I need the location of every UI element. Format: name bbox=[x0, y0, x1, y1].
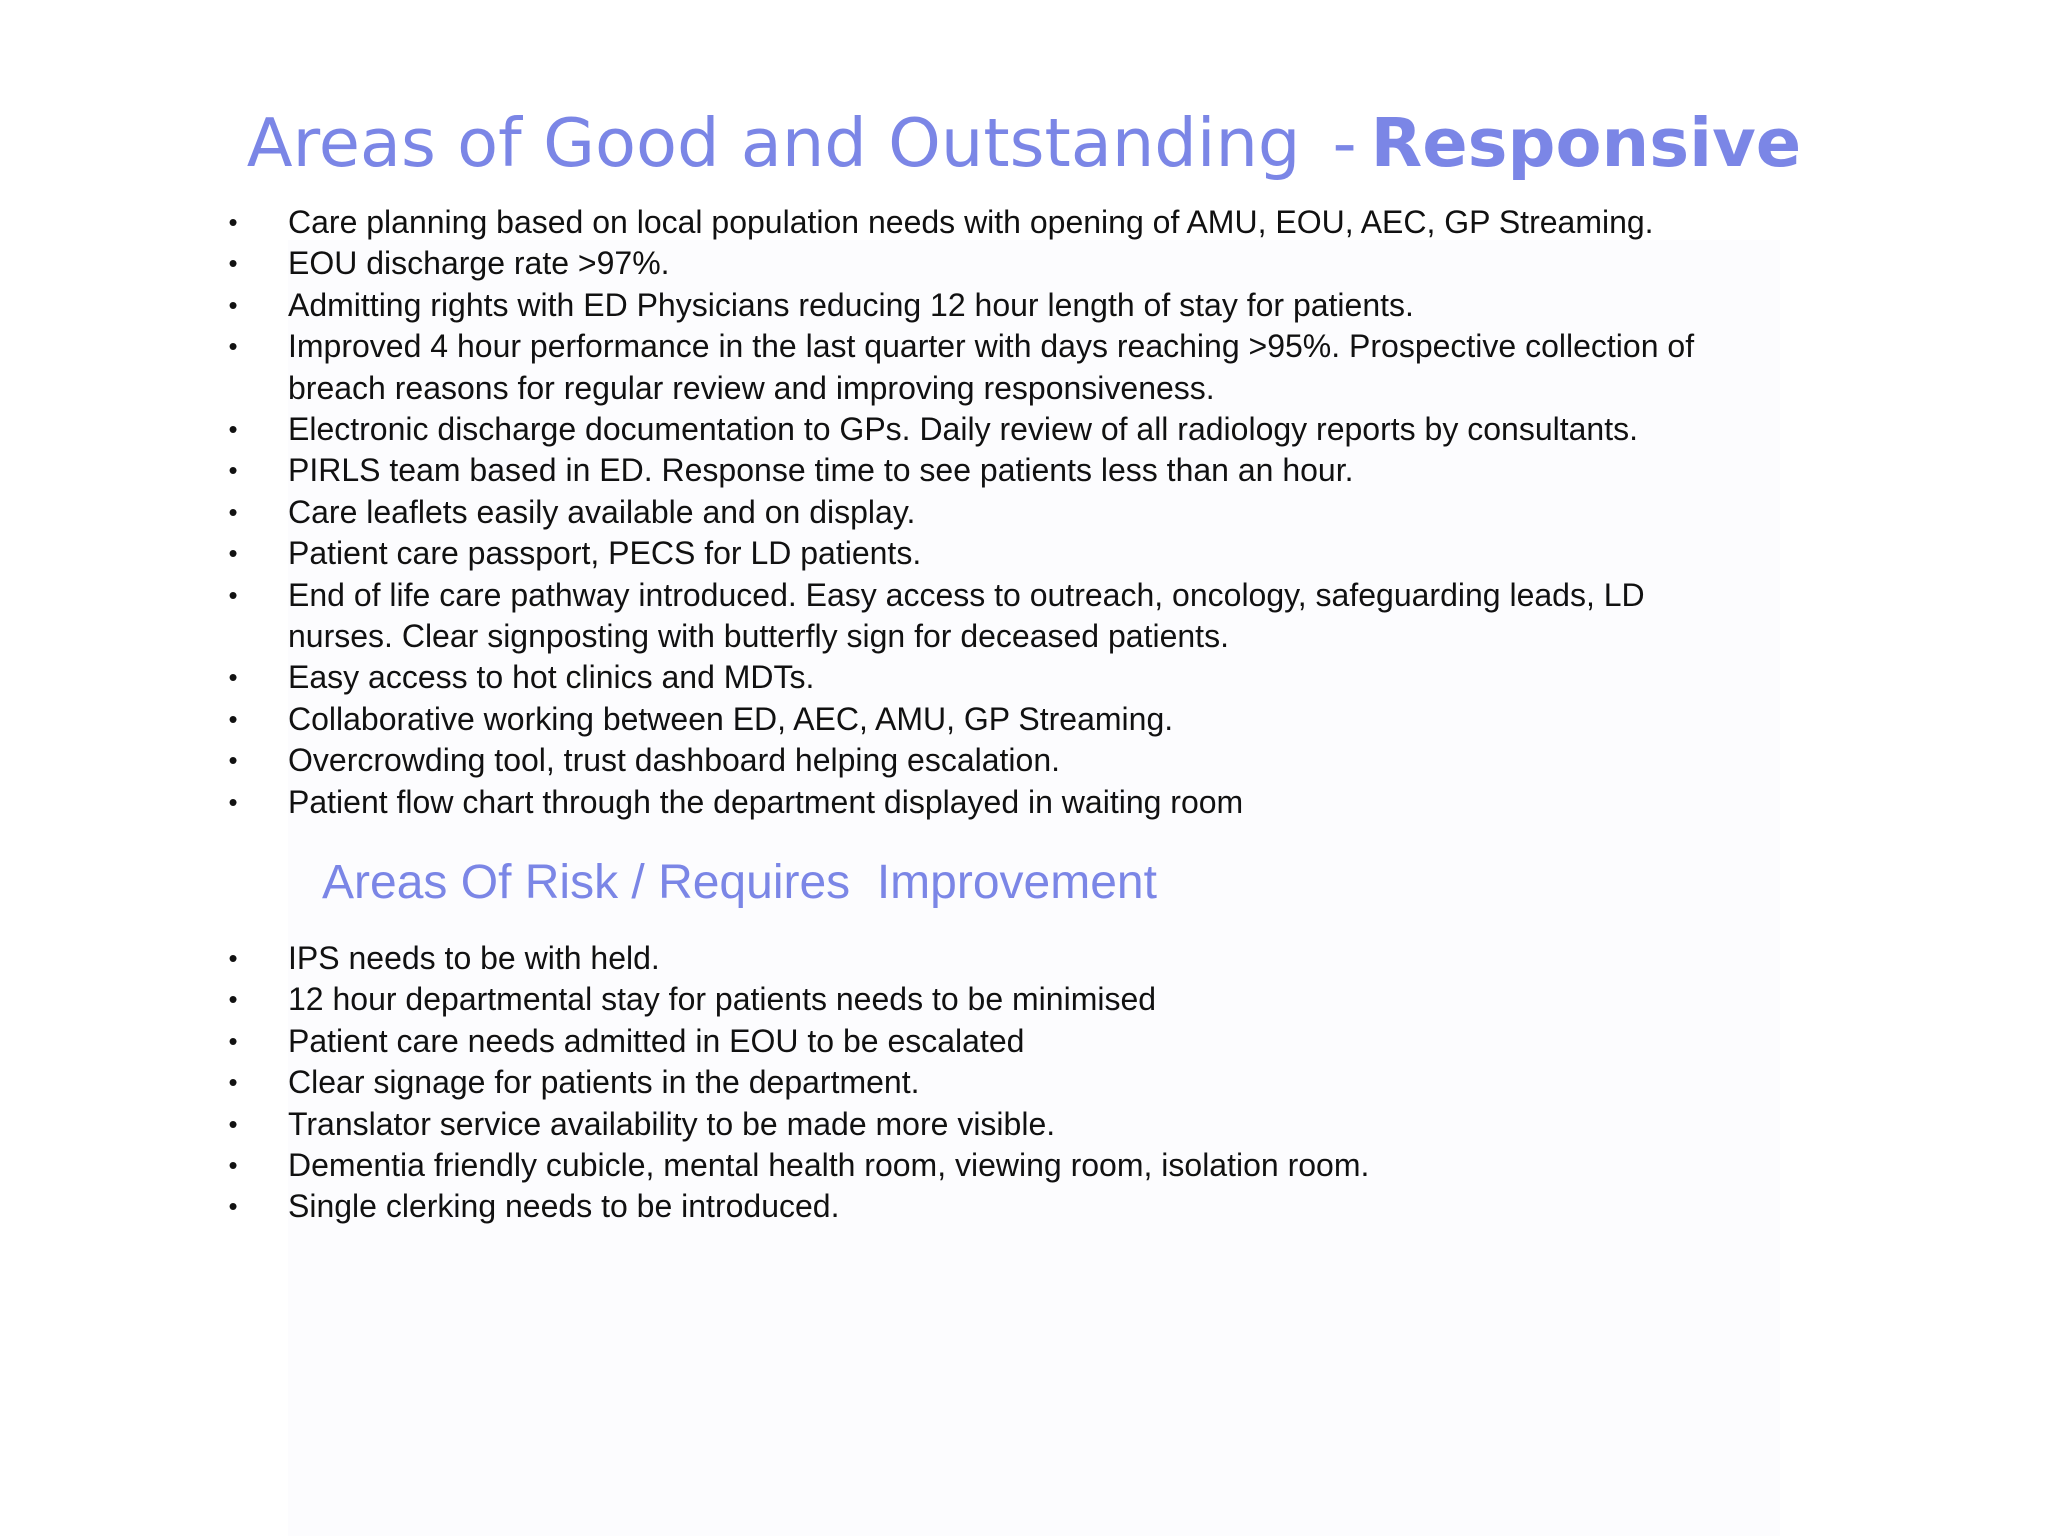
good-area-item-line: Patient care passport, PECS for LD patients. bbox=[288, 535, 922, 572]
good-area-item-line: Care planning based on local population needs with opening of AMU, EOU, AEC, GP Streaming. bbox=[288, 204, 1654, 240]
bullet-icon: • bbox=[228, 1150, 238, 1181]
risk-area-item-text bbox=[288, 1021, 1024, 1062]
good-area-item bbox=[218, 202, 1694, 243]
slide-title-separator: - bbox=[1332, 104, 1357, 182]
good-area-item bbox=[218, 492, 1694, 533]
good-area-item bbox=[218, 782, 1694, 823]
good-area-item-text bbox=[288, 202, 1654, 243]
slide-title-main: Areas of Good and Outstanding bbox=[246, 104, 1301, 182]
good-area-item-line: nurses. Clear signposting with butterfly sign for deceased patients. bbox=[288, 618, 1229, 655]
risk-area-item-line: Clear signage for patients in the department. bbox=[288, 1064, 920, 1101]
risk-area-item bbox=[218, 938, 1369, 979]
good-area-item bbox=[218, 699, 1694, 740]
bullet-icon: • bbox=[228, 786, 238, 817]
good-area-item-text bbox=[288, 740, 1060, 781]
risk-area-item-text bbox=[288, 1062, 919, 1103]
good-area-item bbox=[218, 243, 1694, 284]
good-area-item-text bbox=[288, 657, 814, 698]
bullet-icon: • bbox=[228, 1025, 238, 1056]
good-area-item bbox=[218, 575, 1694, 658]
good-area-item-text bbox=[288, 285, 1414, 326]
bullet-icon: • bbox=[228, 207, 238, 237]
bullet-icon: • bbox=[228, 538, 238, 569]
risk-area-item-line: Dementia friendly cubicle, mental health room, viewing room, isolation room. bbox=[288, 1147, 1370, 1184]
good-area-item-line: Overcrowding tool, trust dashboard helping escalation. bbox=[288, 742, 1060, 779]
risk-area-item-line: IPS needs to be with held. bbox=[288, 940, 660, 976]
good-area-item-text bbox=[288, 575, 1645, 658]
bullet-icon: • bbox=[228, 289, 238, 320]
risk-area-item-text bbox=[288, 979, 1156, 1020]
bullet-icon: • bbox=[228, 455, 238, 486]
good-area-item-text bbox=[288, 492, 915, 533]
good-area-item-line: EOU discharge rate >97%. bbox=[288, 245, 670, 282]
risk-area-item bbox=[218, 1062, 1369, 1103]
risk-area-item bbox=[218, 979, 1369, 1020]
good-area-item-line: Admitting rights with ED Physicians reducing 12 hour length of stay for patients. bbox=[288, 286, 1414, 323]
bullet-icon: • bbox=[228, 1067, 238, 1098]
risk-area-item-text bbox=[288, 1104, 1055, 1145]
good-area-item-line: breach reasons for regular review and improving responsiveness. bbox=[288, 369, 1215, 406]
good-areas-list bbox=[218, 202, 1694, 823]
risk-area-item-text bbox=[288, 1186, 839, 1227]
risk-area-item-line: Translator service availability to be made more visible. bbox=[288, 1105, 1056, 1142]
bullet-icon: • bbox=[228, 331, 238, 362]
risk-areas-list bbox=[218, 938, 1369, 1228]
bullet-icon: • bbox=[228, 943, 238, 973]
bullet-icon: • bbox=[228, 579, 238, 610]
risk-area-item bbox=[218, 1186, 1369, 1227]
risk-section-heading: Areas Of Risk / Requires Improvement bbox=[322, 856, 1157, 909]
risk-area-item bbox=[218, 1104, 1369, 1145]
bullet-icon: • bbox=[228, 703, 238, 734]
good-area-item bbox=[218, 533, 1694, 574]
good-area-item-text bbox=[288, 782, 1243, 823]
risk-area-item-text bbox=[288, 938, 660, 979]
good-area-item-line: End of life care pathway introduced. Easy access to outreach, oncology, safeguarding leads, LD bbox=[288, 576, 1645, 613]
bullet-icon: • bbox=[228, 1108, 238, 1139]
slide-title-emphasis: Responsive bbox=[1370, 104, 1802, 182]
good-area-item bbox=[218, 285, 1694, 326]
slide-title bbox=[0, 104, 2048, 182]
good-area-item-line: Electronic discharge documentation to GPs. Daily review of all radiology reports by consultants. bbox=[288, 411, 1638, 448]
good-area-item-line: Easy access to hot clinics and MDTs. bbox=[288, 659, 815, 696]
risk-area-item-line: Patient care needs admitted in EOU to be escalated bbox=[288, 1022, 1025, 1059]
risk-area-item bbox=[218, 1021, 1369, 1062]
good-area-item-line: Collaborative working between ED, AEC, AMU, GP Streaming. bbox=[288, 700, 1174, 737]
risk-area-item-line: Single clerking needs to be introduced. bbox=[288, 1188, 840, 1225]
bullet-icon: • bbox=[228, 984, 238, 1015]
good-area-item-text bbox=[288, 409, 1638, 450]
good-area-item-text bbox=[288, 533, 921, 574]
risk-area-item-text bbox=[288, 1145, 1369, 1186]
good-area-item-line: Care leaflets easily available and on display. bbox=[288, 493, 916, 530]
bullet-icon: • bbox=[228, 248, 238, 279]
risk-area-item-line: 12 hour departmental stay for patients needs to be minimised bbox=[288, 981, 1157, 1018]
bullet-icon: • bbox=[228, 414, 238, 445]
good-area-item-line: PIRLS team based in ED. Response time to see patients less than an hour. bbox=[288, 452, 1354, 489]
good-area-item-text bbox=[288, 243, 670, 284]
bullet-icon: • bbox=[228, 496, 238, 527]
good-area-item bbox=[218, 409, 1694, 450]
good-area-item-line: Patient flow chart through the department displayed in waiting room bbox=[288, 783, 1244, 820]
good-area-item-text bbox=[288, 450, 1354, 491]
risk-area-item bbox=[218, 1145, 1369, 1186]
good-area-item bbox=[218, 740, 1694, 781]
good-area-item-text bbox=[288, 326, 1694, 409]
good-area-item-line: Improved 4 hour performance in the last quarter with days reaching >95%. Prospective collection of bbox=[288, 328, 1695, 365]
bullet-icon: • bbox=[228, 1191, 238, 1222]
good-area-item-text bbox=[288, 699, 1173, 740]
bullet-icon: • bbox=[228, 745, 238, 776]
good-area-item bbox=[218, 326, 1694, 409]
good-area-item bbox=[218, 657, 1694, 698]
bullet-icon: • bbox=[228, 662, 238, 693]
good-area-item bbox=[218, 450, 1694, 491]
